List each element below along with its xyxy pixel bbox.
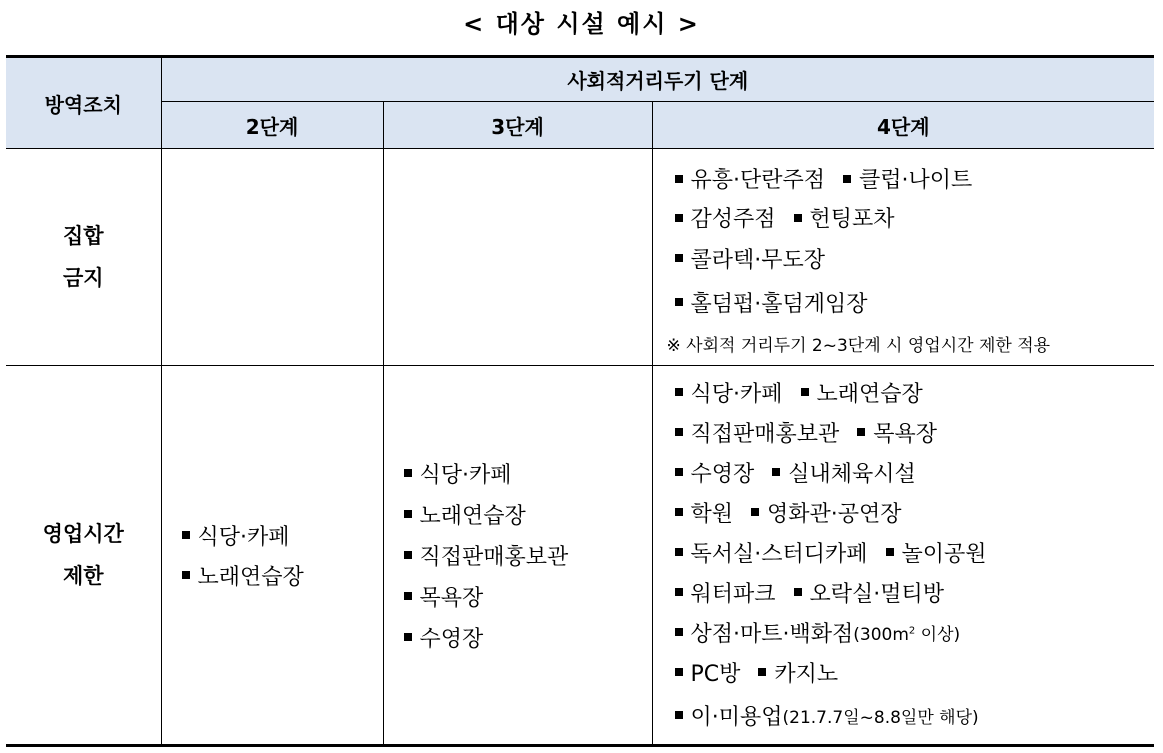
page-title: < 대상 시설 예시 > [463,10,700,38]
list-item: 감성주점 헌팅포차 [675,198,1155,237]
bullet-icon [857,428,865,436]
bullet-icon [675,298,683,306]
bullet-icon [404,469,412,477]
list-item: 식당·카페 [404,453,652,494]
bullet-icon [675,548,683,556]
bullet-icon [675,388,683,396]
list-item: 독서실·스터디카페 놀이공원 [675,532,1155,572]
list-item: 홀덤펍·홀덤게임장 [675,279,1155,325]
list-item: 이·미용업 (21.7.7일~8.8일만 해당) [675,692,1155,738]
bullet-icon [801,388,809,396]
list-item: 유흥·단란주점 클럽·나이트 [675,159,1155,198]
list-item: PC방 카지노 [675,652,1155,692]
header-measure: 방역조치 [6,57,161,149]
gathering-ban-level4 [652,149,1154,366]
header-level3: 3단계 [383,102,652,149]
bullet-icon [404,510,412,518]
bullet-icon [675,711,683,719]
bullet-icon [843,175,851,183]
gathering-ban-level2 [161,149,383,366]
bullet-icon [794,588,802,596]
hours-limit-level2 [161,366,383,746]
row-label-hours-limit: 영업시간 제한 [6,366,161,746]
header-level2: 2단계 [161,102,383,149]
bullet-icon [675,175,683,183]
list-item: 콜라텍·무도장 [675,237,1155,279]
list-item: 목욕장 [404,576,652,617]
target-facilities-table [6,55,1154,747]
list-item: 노래연습장 [182,555,383,595]
bullet-icon [675,468,683,476]
list-item: 노래연습장 [404,494,652,535]
list-item: 수영장 실내체육시설 [675,452,1155,492]
bullet-icon [751,508,759,516]
list-item: 직접판매홍보관 목욕장 [675,412,1155,452]
gathering-ban-note: ※ 사회적 거리두기 2~3단계 시 영업시간 제한 적용 [666,336,1051,356]
list-item: 수영장 [404,617,652,658]
bullet-icon [794,214,802,222]
list-item: 식당·카페 [182,515,383,555]
bullet-icon [772,468,780,476]
list-item: 식당·카페 노래연습장 [675,372,1155,412]
bullet-icon [182,531,190,539]
bullet-icon [675,628,683,636]
bullet-icon [886,548,894,556]
list-item: 상점·마트·백화점 ($300m^2$ 이상) [675,612,1155,652]
row-label-gathering-ban: 집합 금지 [6,149,161,366]
hours-limit-level4 [652,366,1154,746]
bullet-icon [675,214,683,222]
list-item: 학원 영화관·공연장 [675,492,1155,532]
list-item: 워터파크 오락실·멀티방 [675,572,1155,612]
hours-limit-level3 [383,366,652,746]
header-distancing: 사회적거리두기 단계 [161,57,1154,102]
bullet-icon [758,668,766,676]
list-item: 직접판매홍보관 [404,535,652,576]
bullet-icon [675,254,683,262]
header-level4: 4단계 [652,102,1154,149]
bullet-icon [404,633,412,641]
bullet-icon [675,428,683,436]
bullet-icon [182,571,190,579]
bullet-icon [404,592,412,600]
gathering-ban-level3 [383,149,652,366]
bullet-icon [404,551,412,559]
bullet-icon [675,508,683,516]
bullet-icon [675,588,683,596]
bullet-icon [675,668,683,676]
